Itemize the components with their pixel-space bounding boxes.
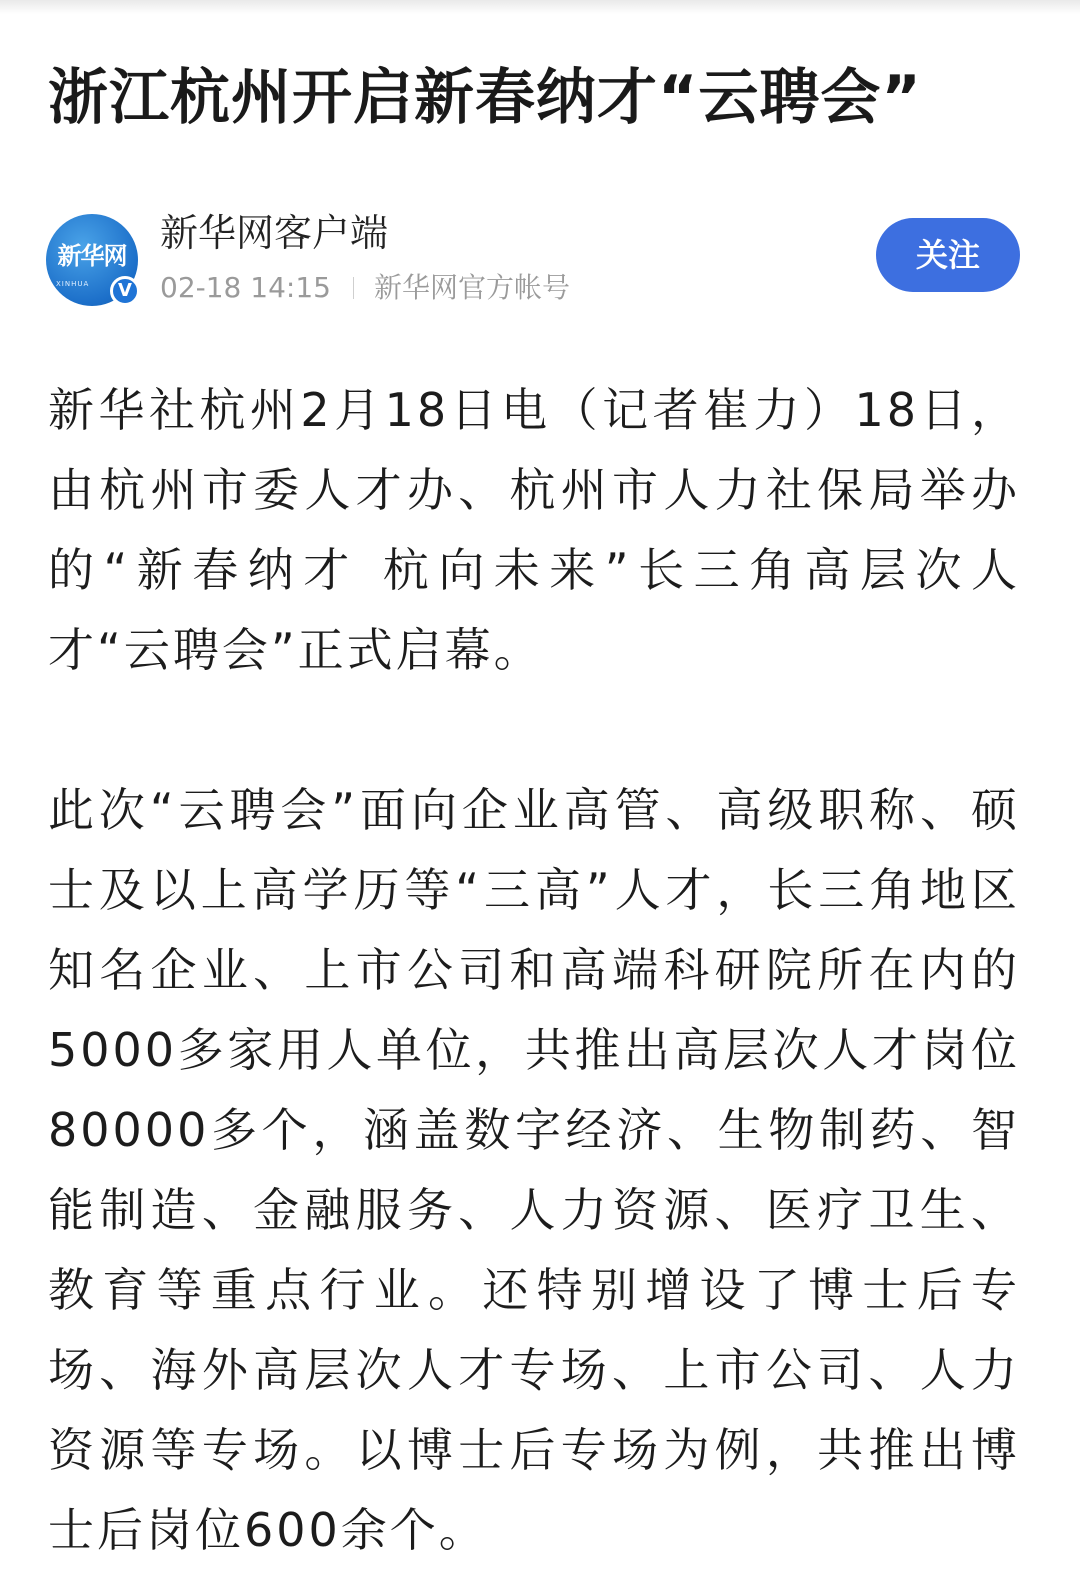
avatar-logo-text: 新华网 [57, 242, 127, 270]
avatar-logo-subtext: XINHUA [56, 280, 90, 288]
article-body [48, 370, 1020, 1570]
follow-button[interactable]: 关注 [876, 218, 1020, 292]
top-edge-shadow [0, 0, 1080, 14]
meta-divider [353, 277, 354, 299]
verified-icon: V [110, 276, 140, 306]
article-paragraph: 新华社杭州2月18日电（记者崔力）18日，由杭州市委人才办、杭州市人力社保局举办的“新春纳才 杭向未来”长三角高层次人才“云聘会”正式启幕。 [48, 383, 1020, 677]
article-title: 浙江杭州开启新春纳才“云聘会” [48, 63, 922, 133]
article-paragraph: 此次“云聘会”面向企业高管、高级职称、硕士及以上高学历等“三高”人才，长三角地区知名企业、上市公司和高端科研院所在内的5000多家用人单位，共推出高层次人才岗位80000多个，涵盖数字经济、生物制药、智能制造、金融服务、人力资源、医疗卫生、教育等重点行业。还特别增设了博士后专场、海外高层次人才专场、上市公司、人力资源等专场。以博士后专场为例，共推出博士后岗位600余个。 [48, 783, 1020, 1557]
account-type: 新华网官方帐号 [373, 271, 570, 304]
source-name[interactable]: 新华网客户端 [160, 211, 389, 255]
article-meta [160, 270, 570, 306]
publish-time: 02-18 14:15 [160, 271, 331, 304]
